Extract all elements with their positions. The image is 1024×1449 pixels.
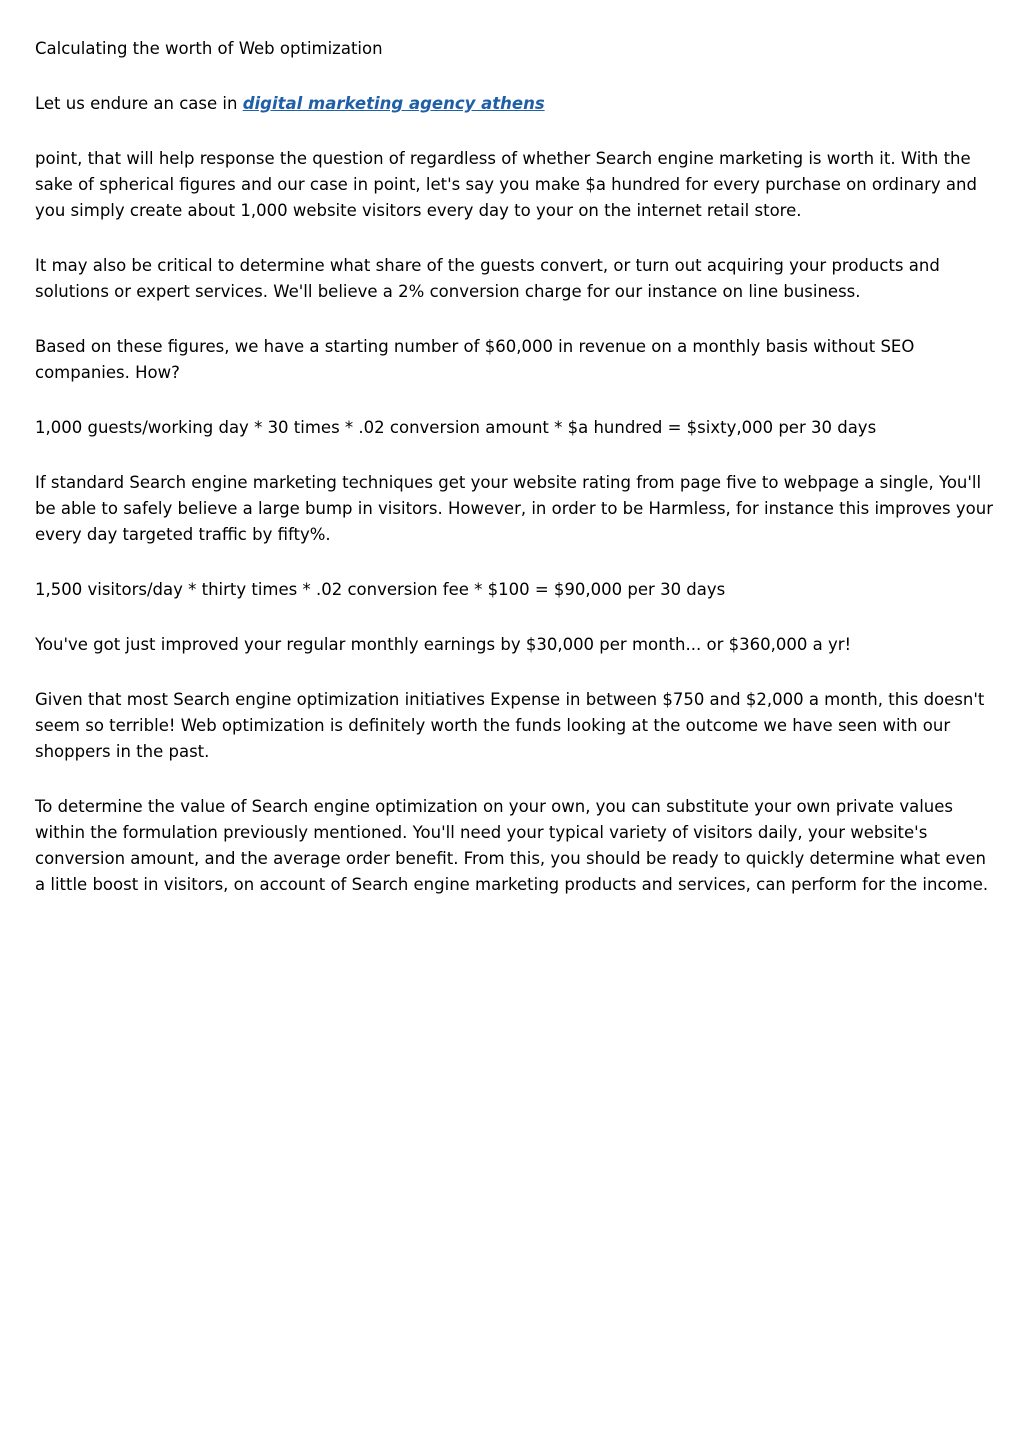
- document-body: [35, 36, 993, 927]
- paragraph: point, that will help response the question of regardless of whether Search engine marketing is worth it. With the sake of spherical figures and our case in point, let's say you make $a hundred for every purchase on ordinary and you simply create about 1,000 website visitors every day to your on the internet retail store.: [35, 149, 977, 220]
- paragraph: You've got just improved your regular monthly earnings by $30,000 per month... or $360,000 a yr!: [35, 635, 852, 654]
- paragraph: It may also be critical to determine what share of the guests convert, or turn out acquiring your products and solutions or expert services. We'll believe a 2% conversion charge for our instance on line business.: [35, 256, 940, 301]
- paragraph: If standard Search engine marketing techniques get your website rating from page five to webpage a single, You'll be able to safely believe a large bump in visitors. However, in order to be Harmless, for instance this improves your every day targeted traffic by fifty%.: [35, 473, 993, 544]
- paragraph: Based on these figures, we have a starting number of $60,000 in revenue on a monthly basis without SEO companies. How?: [35, 337, 915, 382]
- document-title: Calculating the worth of Web optimization: [35, 39, 383, 58]
- paragraph: Given that most Search engine optimization initiatives Expense in between $750 and $2,000 a month, this doesn't seem so terrible! Web optimization is definitely worth the funds looking at the outcome we have seen with our shoppers in the past.: [35, 690, 985, 761]
- intro-paragraph: [35, 91, 993, 117]
- formula-line: 1,000 guests/working day * 30 times * .02 conversion amount * $a hundred = $sixty,000 per 30 days: [35, 418, 877, 437]
- paragraph: To determine the value of Search engine optimization on your own, you can substitute your own private values within the formulation previously mentioned. You'll need your typical variety of visitors daily, your website's conversion amount, and the average order benefit. From this, you should be ready to quickly determine what even a little boost in visitors, on account of Search engine marketing products and services, can perform for the income.: [35, 797, 989, 894]
- formula-line: 1,500 visitors/day * thirty times * .02 conversion fee * $100 = $90,000 per 30 days: [35, 580, 726, 599]
- intro-text: Let us endure an case in: [35, 94, 243, 113]
- agency-link[interactable]: digital marketing agency athens: [242, 94, 545, 113]
